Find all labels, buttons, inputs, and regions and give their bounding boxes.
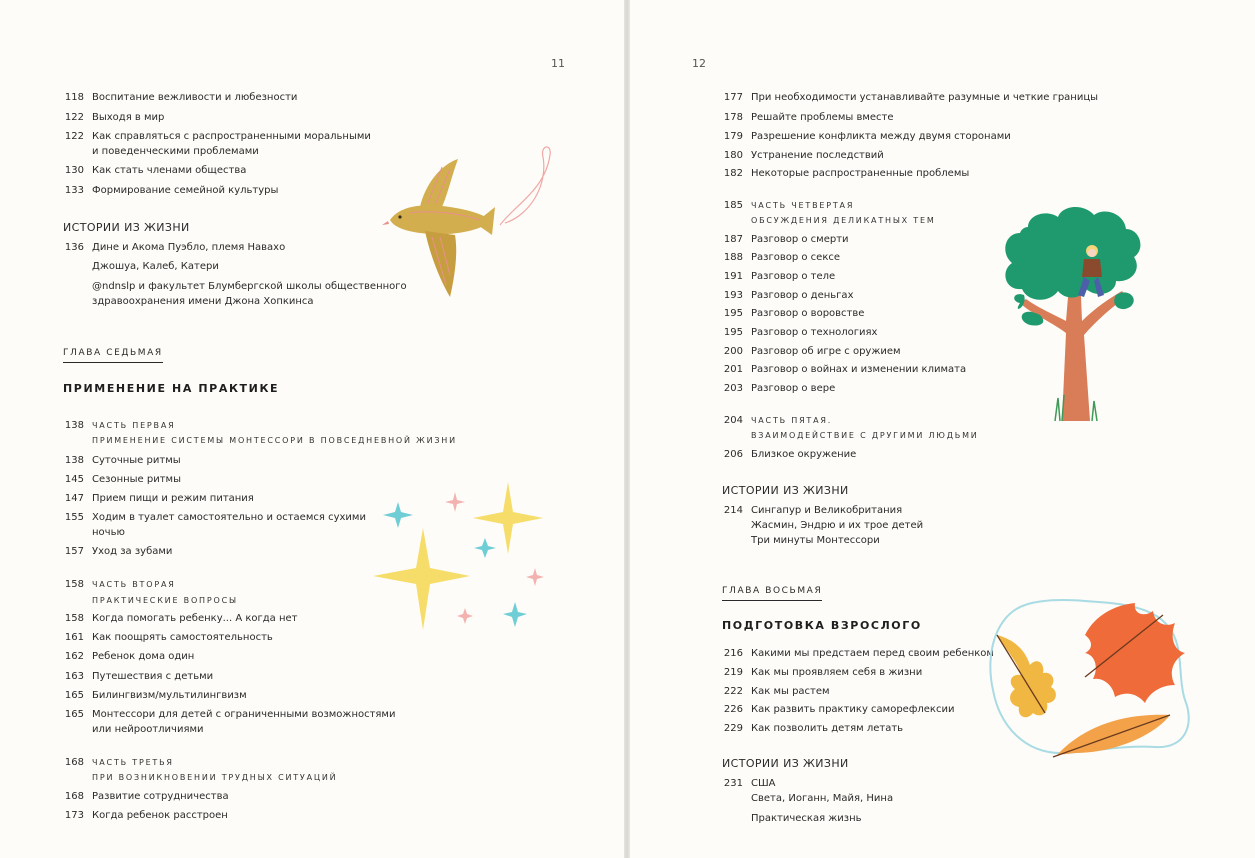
toc-page-number: 168 bbox=[64, 791, 84, 802]
toc-page-number: 145 bbox=[64, 474, 84, 485]
toc-entry: Ходим в туалет самостоятельно и остаемся сухими bbox=[92, 512, 366, 523]
chapter-title: ПРИМЕНЕНИЕ НА ПРАКТИКЕ bbox=[63, 382, 280, 395]
toc-entry: Разговор об игре с оружием bbox=[751, 346, 901, 357]
story-line: Дине и Акома Пуэбло, племя Навахо bbox=[92, 242, 286, 253]
toc-page-number: 185 bbox=[723, 200, 743, 211]
toc-entry: Суточные ритмы bbox=[92, 455, 181, 466]
toc-entry: Монтессори для детей с ограниченными возможностями bbox=[92, 709, 396, 720]
page-number-left: 11 bbox=[551, 57, 565, 70]
toc-page-number: 229 bbox=[723, 723, 743, 734]
story-line: здравоохранения имени Джона Хопкинса bbox=[92, 296, 314, 307]
toc-entry: Решайте проблемы вместе bbox=[751, 112, 894, 123]
story-line: Жасмин, Эндрю и их трое детей bbox=[751, 520, 924, 531]
toc-page-number: 231 bbox=[723, 778, 743, 789]
story-line: Три минуты Монтессори bbox=[751, 535, 880, 546]
toc-entry: Как мы проявляем себя в жизни bbox=[751, 667, 923, 678]
story-line: @ndnslp и факультет Блумбергской школы общественного bbox=[92, 281, 407, 292]
toc-page-number: 157 bbox=[64, 546, 84, 557]
toc-entry: Разговор о сексе bbox=[751, 252, 841, 263]
part-label: ЧАСТЬ ТРЕТЬЯ bbox=[92, 758, 174, 767]
part-label: ЧАСТЬ ПЕРВАЯ bbox=[92, 421, 176, 430]
story-line: Практическая жизнь bbox=[751, 813, 862, 824]
toc-entry-continuation: или нейроотличиями bbox=[92, 724, 204, 735]
toc-entry: Разговор о воровстве bbox=[751, 308, 865, 319]
part-title: ПРАКТИЧЕСКИЕ ВОПРОСЫ bbox=[92, 596, 238, 605]
page-number-right: 12 bbox=[692, 57, 706, 70]
toc-page-number: 118 bbox=[64, 92, 84, 103]
toc-page-number: 204 bbox=[723, 415, 743, 426]
toc-page-number: 187 bbox=[723, 234, 743, 245]
toc-page-number: 130 bbox=[64, 165, 84, 176]
toc-page-number: 155 bbox=[64, 512, 84, 523]
toc-entry: Как стать членами общества bbox=[92, 165, 247, 176]
toc-page-number: 177 bbox=[723, 92, 743, 103]
toc-page-number: 136 bbox=[64, 242, 84, 253]
toc-entry: Прием пищи и режим питания bbox=[92, 493, 254, 504]
stories-heading: ИСТОРИИ ИЗ ЖИЗНИ bbox=[722, 757, 849, 770]
toc-page-number: 222 bbox=[723, 686, 743, 697]
toc-page-number: 195 bbox=[723, 308, 743, 319]
toc-page-number: 122 bbox=[64, 112, 84, 123]
toc-page-number: 179 bbox=[723, 131, 743, 142]
toc-entry: Близкое окружение bbox=[751, 449, 857, 460]
toc-page-number: 163 bbox=[64, 671, 84, 682]
story-line: Сингапур и Великобритания bbox=[751, 505, 903, 516]
chapter-title: ПОДГОТОВКА ВЗРОСЛОГО bbox=[722, 619, 922, 632]
toc-page-number: 162 bbox=[64, 651, 84, 662]
stories-heading: ИСТОРИИ ИЗ ЖИЗНИ bbox=[63, 221, 190, 234]
toc-page-number: 165 bbox=[64, 690, 84, 701]
toc-page-number: 226 bbox=[723, 704, 743, 715]
toc-entry: Выходя в мир bbox=[92, 112, 165, 123]
toc-entry: Разговор о деньгах bbox=[751, 290, 854, 301]
toc-page-number: 193 bbox=[723, 290, 743, 301]
story-line: Света, Иоганн, Майя, Нина bbox=[751, 793, 894, 804]
part-title: ВЗАИМОДЕЙСТВИЕ С ДРУГИМИ ЛЮДЬМИ bbox=[751, 431, 979, 440]
toc-page-number: 216 bbox=[723, 648, 743, 659]
toc-entry: Как поощрять самостоятельность bbox=[92, 632, 273, 643]
toc-entry-continuation: ночью bbox=[92, 527, 125, 538]
toc-entry: Когда помогать ребенку... А когда нет bbox=[92, 613, 298, 624]
toc-page-number: 168 bbox=[64, 757, 84, 768]
toc-page-number: 138 bbox=[64, 455, 84, 466]
toc-entry: При необходимости устанавливайте разумные и четкие границы bbox=[751, 92, 1099, 103]
toc-entry: Некоторые распространенные проблемы bbox=[751, 168, 970, 179]
toc-entry: Как мы растем bbox=[751, 686, 830, 697]
toc-entry: Развитие сотрудничества bbox=[92, 791, 229, 802]
stories-heading: ИСТОРИИ ИЗ ЖИЗНИ bbox=[722, 484, 849, 497]
toc-entry: Какими мы предстаем перед своим ребенком bbox=[751, 648, 994, 659]
part-label: ЧАСТЬ ЧЕТВЕРТАЯ bbox=[751, 201, 855, 210]
toc-page-number: 147 bbox=[64, 493, 84, 504]
toc-page-number: 158 bbox=[64, 613, 84, 624]
toc-page-number: 191 bbox=[723, 271, 743, 282]
toc-entry: Билингвизм/мультилингвизм bbox=[92, 690, 247, 701]
toc-page-number: 219 bbox=[723, 667, 743, 678]
autumn-leaves-illustration bbox=[985, 595, 1200, 760]
toc-page-number: 182 bbox=[723, 168, 743, 179]
toc-entry: Разговор о вере bbox=[751, 383, 836, 394]
story-line: США bbox=[751, 778, 776, 789]
part-title: ПРИМЕНЕНИЕ СИСТЕМЫ МОНТЕССОРИ В ПОВСЕДНЕВНОЙ ЖИЗНИ bbox=[92, 436, 457, 445]
toc-entry: Разговор о технологиях bbox=[751, 327, 878, 338]
toc-page-number: 200 bbox=[723, 346, 743, 357]
toc-page-number: 138 bbox=[64, 420, 84, 431]
toc-entry: Разговор о теле bbox=[751, 271, 836, 282]
toc-entry: Как позволить детям летать bbox=[751, 723, 904, 734]
toc-entry: Ребенок дома один bbox=[92, 651, 195, 662]
toc-page-number: 165 bbox=[64, 709, 84, 720]
toc-entry: Когда ребенок расстроен bbox=[92, 810, 228, 821]
toc-entry: Как развить практику саморефлексии bbox=[751, 704, 955, 715]
story-line: Джошуа, Калеб, Катери bbox=[92, 261, 219, 272]
toc-entry: Разговор о смерти bbox=[751, 234, 849, 245]
toc-page-number: 214 bbox=[723, 505, 743, 516]
part-title: ПРИ ВОЗНИКНОВЕНИИ ТРУДНЫХ СИТУАЦИЙ bbox=[92, 773, 338, 782]
toc-entry: Разговор о войнах и изменении климата bbox=[751, 364, 967, 375]
toc-page-number: 178 bbox=[723, 112, 743, 123]
chapter-label: ГЛАВА СЕДЬМАЯ bbox=[63, 348, 163, 363]
toc-page-number: 133 bbox=[64, 185, 84, 196]
toc-entry: Как справляться с распространенными моральными bbox=[92, 131, 371, 142]
toc-page-number: 195 bbox=[723, 327, 743, 338]
toc-entry-continuation: и поведенческими проблемами bbox=[92, 146, 259, 157]
toc-entry: Сезонные ритмы bbox=[92, 474, 181, 485]
toc-page-number: 188 bbox=[723, 252, 743, 263]
part-label: ЧАСТЬ ВТОРАЯ bbox=[92, 580, 176, 589]
toc-page-number: 203 bbox=[723, 383, 743, 394]
stars-illustration bbox=[365, 480, 550, 640]
toc-page-number: 180 bbox=[723, 150, 743, 161]
toc-page-number: 173 bbox=[64, 810, 84, 821]
chapter-label: ГЛАВА ВОСЬМАЯ bbox=[722, 586, 822, 601]
part-title: ОБСУЖДЕНИЯ ДЕЛИКАТНЫХ ТЕМ bbox=[751, 216, 936, 225]
toc-entry: Воспитание вежливости и любезности bbox=[92, 92, 298, 103]
part-label: ЧАСТЬ ПЯТАЯ. bbox=[751, 416, 833, 425]
tree-with-child-illustration bbox=[1000, 203, 1145, 425]
toc-page-number: 206 bbox=[723, 449, 743, 460]
toc-page-number: 122 bbox=[64, 131, 84, 142]
bird-illustration bbox=[380, 145, 560, 305]
toc-entry: Путешествия с детьми bbox=[92, 671, 214, 682]
toc-page-number: 158 bbox=[64, 579, 84, 590]
toc-entry: Уход за зубами bbox=[92, 546, 173, 557]
toc-entry: Устранение последствий bbox=[751, 150, 884, 161]
toc-entry: Разрешение конфликта между двумя сторонами bbox=[751, 131, 1011, 142]
toc-entry: Формирование семейной культуры bbox=[92, 185, 279, 196]
toc-page-number: 201 bbox=[723, 364, 743, 375]
toc-page-number: 161 bbox=[64, 632, 84, 643]
